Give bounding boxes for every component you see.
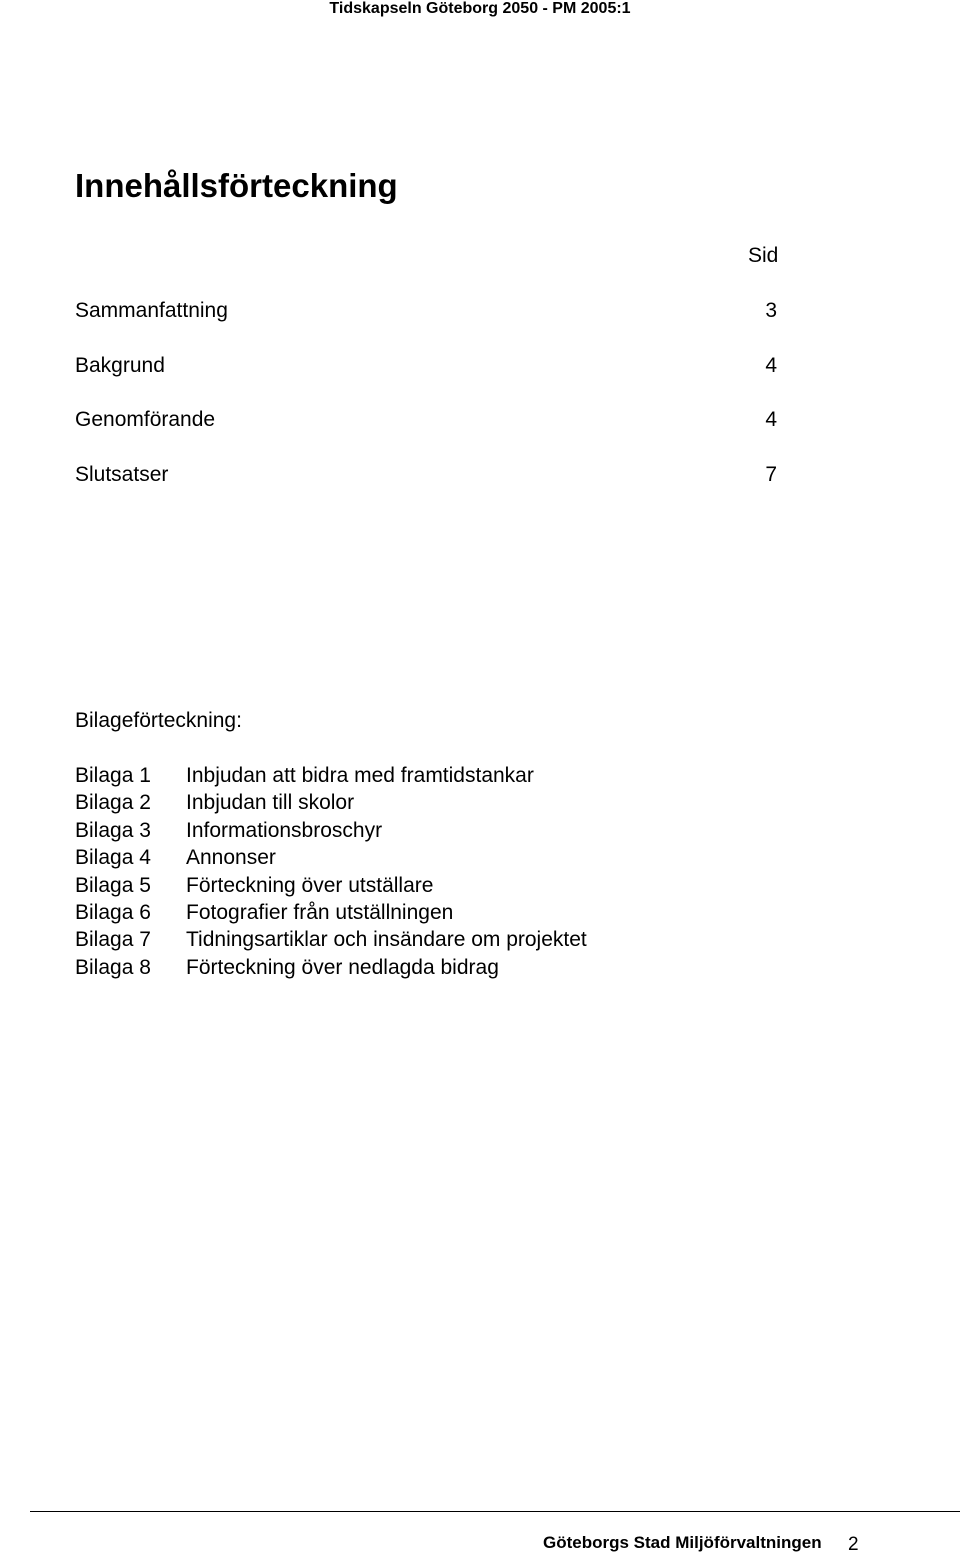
toc-entry bbox=[75, 407, 777, 433]
footer-organization: Göteborgs Stad Miljöförvaltningen bbox=[543, 1533, 822, 1552]
toc-title: Innehållsförteckning bbox=[75, 167, 398, 204]
toc-entry bbox=[75, 462, 777, 488]
footer-divider bbox=[30, 1511, 960, 1512]
appendix-title: Annonser bbox=[186, 846, 276, 870]
appendix-number: Bilaga 6 bbox=[75, 900, 151, 924]
toc-entry-label: Slutsatser bbox=[75, 463, 169, 486]
toc-entry bbox=[75, 353, 777, 379]
appendix-number: Bilaga 5 bbox=[75, 873, 151, 897]
appendix-title: Informationsbroschyr bbox=[186, 818, 383, 842]
toc-entry-page: 4 bbox=[765, 354, 777, 377]
appendix-number: Bilaga 4 bbox=[75, 846, 151, 870]
appendix-title: Förteckning över utställare bbox=[186, 873, 434, 897]
appendix-number: Bilaga 8 bbox=[75, 955, 151, 979]
page-header: Tidskapseln Göteborg 2050 - PM 2005:1 bbox=[329, 0, 631, 17]
appendix-title: Tidningsartiklar och insändare om projektet bbox=[186, 928, 587, 952]
appendix-number: Bilaga 2 bbox=[75, 791, 151, 815]
appendix-title: Förteckning över nedlagda bidrag bbox=[186, 955, 499, 979]
toc-entry-page: 7 bbox=[765, 463, 777, 486]
appendix-number: Bilaga 1 bbox=[75, 764, 151, 787]
toc-entry-label: Genomförande bbox=[75, 408, 216, 431]
toc-entry-label: Bakgrund bbox=[75, 354, 165, 377]
page-column-label: Sid bbox=[748, 244, 779, 267]
footer-page-number: 2 bbox=[848, 1534, 859, 1555]
appendix-heading: Bilageförteckning: bbox=[75, 709, 242, 732]
toc-entry-page: 3 bbox=[765, 299, 777, 322]
toc-entry-label: Sammanfattning bbox=[75, 299, 228, 322]
toc-entry-page: 4 bbox=[765, 408, 777, 431]
appendix-title: Fotografier från utställningen bbox=[186, 900, 454, 924]
appendix-number: Bilaga 3 bbox=[75, 818, 151, 842]
appendix-title: Inbjudan att bidra med framtidstankar bbox=[186, 764, 534, 787]
appendix-number: Bilaga 7 bbox=[75, 928, 151, 952]
appendix-title: Inbjudan till skolor bbox=[186, 791, 355, 815]
toc-entry bbox=[75, 298, 777, 324]
